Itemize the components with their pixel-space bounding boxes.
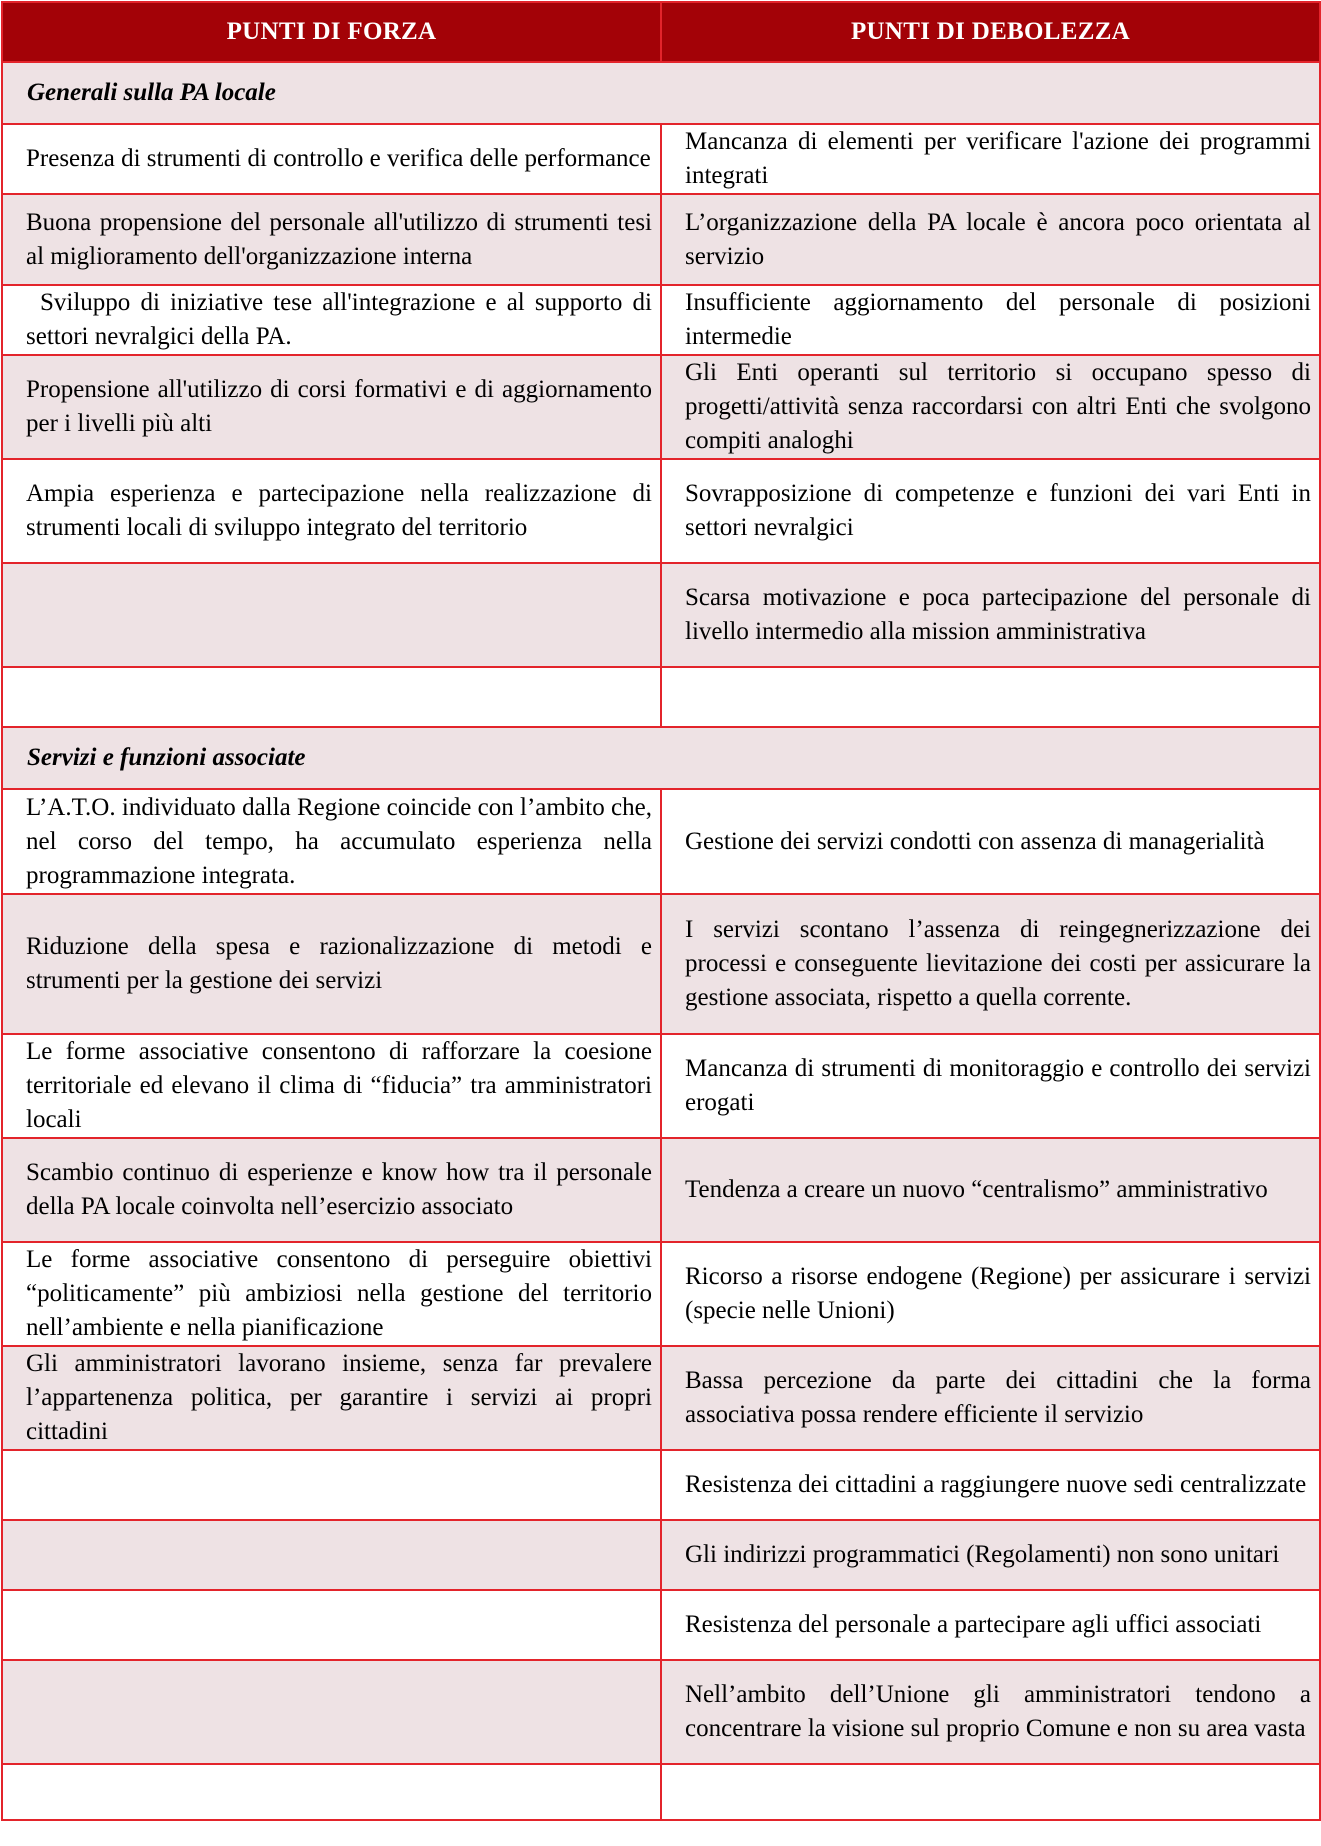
strength-cell: Le forme associative consentono di perseguire obiettivi “politicamente” più ambiziosi nella gestione del territorio nell’ambiente e nella pianificazione	[2, 1242, 661, 1346]
table-row	[2, 1520, 1320, 1590]
section-title: Generali sulla PA locale	[2, 62, 1320, 124]
table-row	[2, 194, 1320, 285]
table-row	[2, 355, 1320, 459]
section-title: Servizi e funzioni associate	[2, 727, 1320, 789]
weakness-cell	[661, 667, 1320, 727]
weakness-cell: Nell’ambito dell’Unione gli amministratori tendono a concentrare la visione sul proprio Comune e non su area vasta	[661, 1660, 1320, 1764]
strength-cell: L’A.T.O. individuato dalla Regione coincide con l’ambito che, nel corso del tempo, ha accumulato esperienza nella programmazione integrata.	[2, 789, 661, 894]
section-header-row	[2, 727, 1320, 789]
strength-cell: Le forme associative consentono di rafforzare la coesione territoriale ed elevano il clima di “fiducia” tra amministratori locali	[2, 1034, 661, 1138]
weakness-cell: Sovrapposizione di competenze e funzioni dei vari Enti in settori nevralgici	[661, 459, 1320, 563]
table-row	[2, 1034, 1320, 1138]
strength-cell	[2, 1450, 661, 1520]
table-row	[2, 1242, 1320, 1346]
weakness-cell: Resistenza del personale a partecipare agli uffici associati	[661, 1590, 1320, 1660]
section-header-row	[2, 62, 1320, 124]
table-row	[2, 563, 1320, 667]
weakness-cell: Mancanza di strumenti di monitoraggio e controllo dei servizi erogati	[661, 1034, 1320, 1138]
strength-cell: Riduzione della spesa e razionalizzazione di metodi e strumenti per la gestione dei servizi	[2, 894, 661, 1034]
table-row	[2, 1346, 1320, 1450]
weakness-cell: L’organizzazione della PA locale è ancora poco orientata al servizio	[661, 194, 1320, 285]
strength-cell: Ampia esperienza e partecipazione nella realizzazione di strumenti locali di sviluppo integrato del territorio	[2, 459, 661, 563]
table-row	[2, 1660, 1320, 1764]
table-row	[2, 1590, 1320, 1660]
table-row	[2, 459, 1320, 563]
strength-cell: Buona propensione del personale all'utilizzo di strumenti tesi al miglioramento dell'organizzazione interna	[2, 194, 661, 285]
weakness-cell: Ricorso a risorse endogene (Regione) per assicurare i servizi (specie nelle Unioni)	[661, 1242, 1320, 1346]
weakness-cell: Resistenza dei cittadini a raggiungere nuove sedi centralizzate	[661, 1450, 1320, 1520]
weakness-cell	[661, 1764, 1320, 1820]
strength-cell: Scambio continuo di esperienze e know how tra il personale della PA locale coinvolta nell’esercizio associato	[2, 1138, 661, 1242]
strength-cell	[2, 667, 661, 727]
weakness-cell: Gli indirizzi programmatici (Regolamenti) non sono unitari	[661, 1520, 1320, 1590]
strength-cell: Sviluppo di iniziative tese all'integrazione e al supporto di settori nevralgici della PA.	[2, 285, 661, 355]
strength-cell: Presenza di strumenti di controllo e verifica delle performance	[2, 124, 661, 194]
table-header-row	[2, 2, 1320, 62]
table-row	[2, 667, 1320, 727]
weakness-cell: Scarsa motivazione e poca partecipazione del personale di livello intermedio alla mission amministrativa	[661, 563, 1320, 667]
table-row	[2, 894, 1320, 1034]
strength-cell	[2, 563, 661, 667]
table-row	[2, 124, 1320, 194]
strength-cell	[2, 1764, 661, 1820]
weakness-cell: Gestione dei servizi condotti con assenza di managerialità	[661, 789, 1320, 894]
weaknesses-header: PUNTI DI DEBOLEZZA	[661, 2, 1320, 62]
strength-cell	[2, 1660, 661, 1764]
strength-cell: Gli amministratori lavorano insieme, senza far prevalere l’appartenenza politica, per garantire i servizi ai propri cittadini	[2, 1346, 661, 1450]
weakness-cell: Bassa percezione da parte dei cittadini che la forma associativa possa rendere efficiente il servizio	[661, 1346, 1320, 1450]
swot-table	[1, 1, 1321, 1821]
weakness-cell: Gli Enti operanti sul territorio si occupano spesso di progetti/attività senza raccordarsi con altri Enti che svolgono compiti analoghi	[661, 355, 1320, 459]
strengths-header: PUNTI DI FORZA	[2, 2, 661, 62]
strength-cell	[2, 1590, 661, 1660]
weakness-cell: Mancanza di elementi per verificare l'azione dei programmi integrati	[661, 124, 1320, 194]
weakness-cell: Insufficiente aggiornamento del personale di posizioni intermedie	[661, 285, 1320, 355]
table-row	[2, 789, 1320, 894]
strength-cell: Propensione all'utilizzo di corsi formativi e di aggiornamento per i livelli più alti	[2, 355, 661, 459]
weakness-cell: I servizi scontano l’assenza di reingegnerizzazione dei processi e conseguente lievitazione dei costi per assicurare la gestione associata, rispetto a quella corrente.	[661, 894, 1320, 1034]
table-row	[2, 285, 1320, 355]
table-row	[2, 1138, 1320, 1242]
table-row	[2, 1450, 1320, 1520]
weakness-cell: Tendenza a creare un nuovo “centralismo” amministrativo	[661, 1138, 1320, 1242]
table-row	[2, 1764, 1320, 1820]
strength-cell	[2, 1520, 661, 1590]
